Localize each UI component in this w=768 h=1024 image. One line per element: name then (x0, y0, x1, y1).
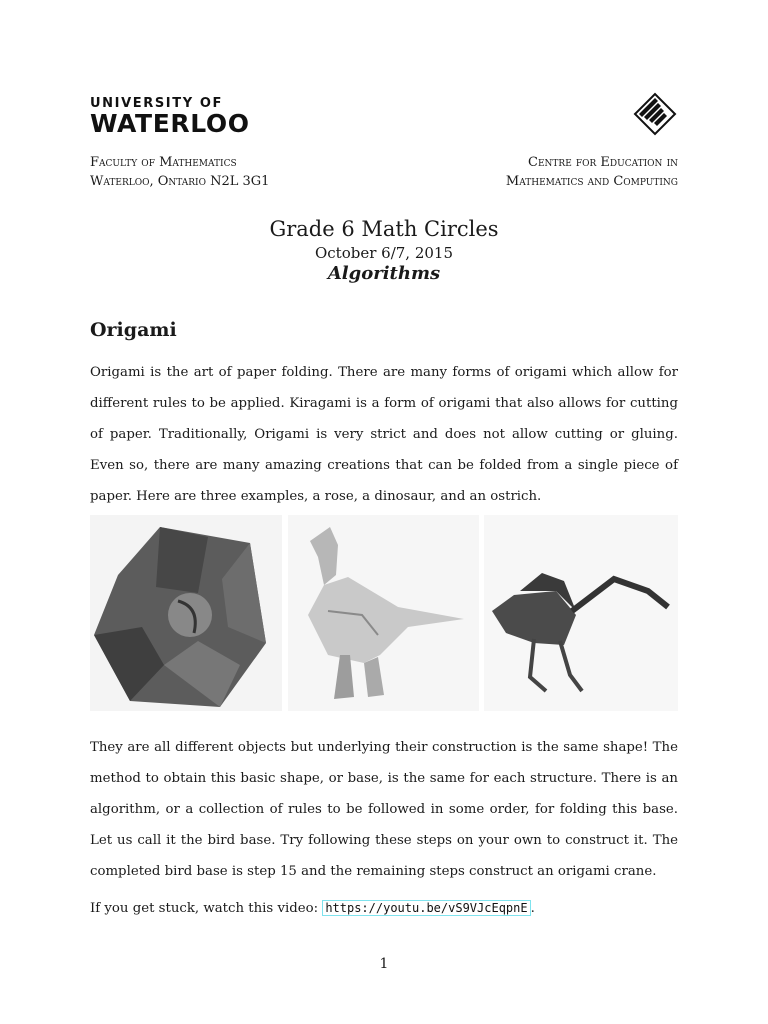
page-number: 1 (379, 956, 389, 972)
logo-line-1: UNIVERSITY OF (90, 96, 223, 111)
document-date: October 6/7, 2015 (314, 244, 454, 262)
faculty-line-2: Waterloo, Ontario N2L 3G1 (90, 174, 270, 189)
origami-ostrich-image (484, 515, 678, 711)
intro-paragraph: Origami is the art of paper folding. There are many forms of origami which allow for different rules to be applied. Kiragami is a form of origami that also allows for cutting of paper. Traditionally, Origami is very strict and does not allow cutting or gluing. Even so, there are many amazing creations that can be folded from a single piece of paper. Here are three examples, a rose, a dinosaur, and an ostrich. (90, 365, 678, 504)
cemc-logo-icon (631, 92, 679, 136)
section-heading: Origami (90, 319, 177, 341)
logo-line-2: WATERLOO (90, 109, 250, 138)
video-help-end: . (530, 901, 535, 916)
origami-rose-image (90, 515, 282, 711)
centre-line-2: Mathematics and Computing (505, 174, 678, 189)
video-help-line (90, 901, 535, 916)
faculty-line-1: Faculty of Mathematics (90, 155, 237, 170)
document-title: Grade 6 Math Circles (269, 217, 499, 241)
university-of-waterloo-logo (90, 96, 250, 137)
faculty-address (90, 153, 269, 191)
video-link[interactable]: https://youtu.be/vS9VJcEqpnE (322, 900, 530, 916)
video-help-text: If you get stuck, watch this video: (90, 901, 323, 916)
document-topic: Algorithms (327, 263, 441, 284)
bird-base-paragraph: They are all different objects but underlying their construction is the same shape! The method to obtain this basic shape, or base, is the same for each structure. There is an algorithm, or a collection of rules to be followed in some order, for folding this base. Let us call it the bird base. Try following these steps on your own to construct it. The completed bird base is step 15 and the remaining steps construct an origami crane. (90, 740, 678, 879)
origami-dinosaur-image (288, 515, 479, 711)
centre-line-1: Centre for Education in (528, 155, 678, 170)
centre-name (506, 153, 678, 191)
